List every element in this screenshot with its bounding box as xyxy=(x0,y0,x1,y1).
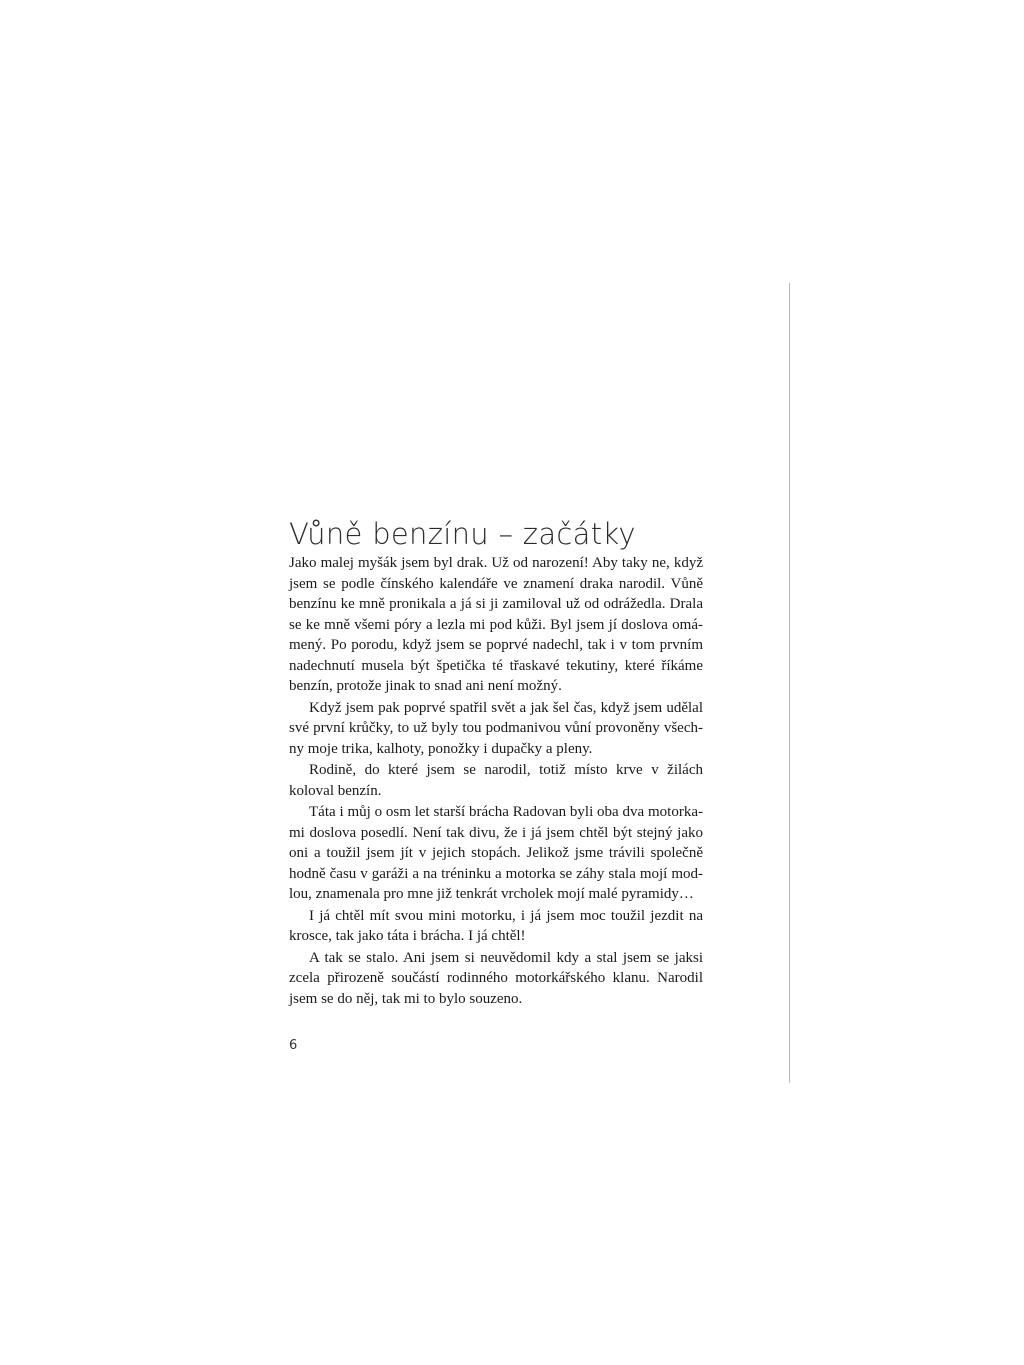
chapter-title: Vůně benzínu – začátky xyxy=(289,517,636,551)
chapter-body xyxy=(289,553,703,1009)
paragraph: I já chtěl mít svou mini motorku, i já jsem moc toužil jezdit na krosce, tak jako táta i brácha. I já chtěl! xyxy=(289,907,703,944)
paragraph: Když jsem pak poprvé spatřil svět a jak šel čas, když jsem udělal své první krůčky, to už byly tou podmanivou vůní provoněny všechny moje trika, kalhoty, ponožky i dupačky a pleny. xyxy=(289,699,703,757)
chapter-section xyxy=(289,514,703,1010)
paragraph: Táta i můj o osm let starší brácha Radovan byli oba dva motorkami doslova posedlí. Není tak divu, že i já jsem chtěl být stejný jako oni a toužil jsem jít v jejich stopách. Jelikož jsme trávili společně hodně času v garáži a na tréninku a motorka se záhy stala mojí modlou, znamenala pro mne již tenkrát vrcholek mojí malé pyramidy… xyxy=(289,804,703,902)
paragraph: Jako malej myšák jsem byl drak. Už od narození! Aby taky ne, když jsem se podle čínského kalendáře ve znamení draka narodil. Vůně benzínu ke mně pronikala a já si ji zamiloval už od odrážedla. Drala se ke mně všemi póry a lezla mi pod kůži. Byl jsem jí doslova omámený. Po porodu, když jsem se poprvé nadechl, tak i v tom prvním nadechnutí musela být špetička té třaskavé tekutiny, které říkáme benzín, protože jinak to snad ani není možný. xyxy=(289,555,703,694)
paragraph: Rodině, do které jsem se narodil, totiž místo krve v žilách koloval benzín. xyxy=(289,762,703,799)
paragraph: A tak se stalo. Ani jsem si neuvědomil kdy a stal jsem se jaksi zcela přirozeně součástí rodinného motorkářského klanu. Narodil jsem se do něj, tak mi to bylo souzeno. xyxy=(289,949,703,1007)
page-fold-line xyxy=(789,283,790,1083)
page-number: 6 xyxy=(289,1038,298,1053)
